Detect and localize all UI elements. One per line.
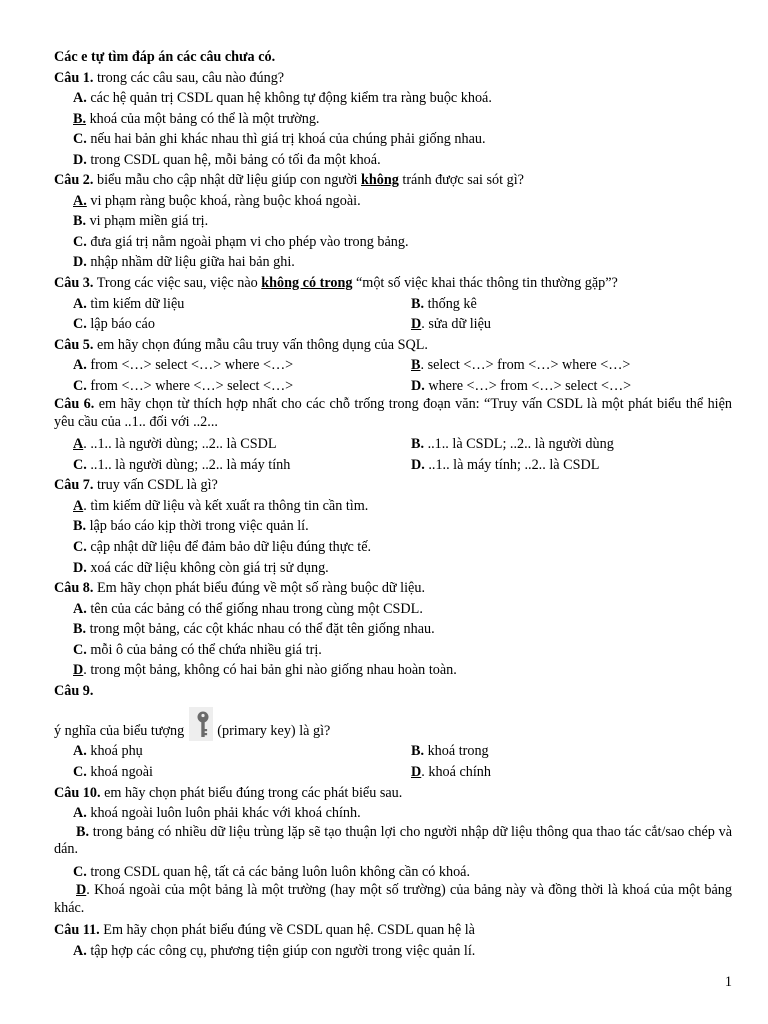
q7-option-c: C. cập nhật dữ liệu để đảm bảo dữ liệu đúng thực tế. xyxy=(73,539,372,556)
q6-option-c: C. ..1.. là người dùng; ..2.. là máy tính xyxy=(73,456,291,473)
q6-option-a: A. ..1.. là người dùng; ..2.. là CSDL xyxy=(73,436,277,453)
key-icon xyxy=(189,707,213,741)
q5-options-row-1 xyxy=(54,355,732,376)
q6-option-b: B. ..1.. là CSDL; ..2.. là người dùng xyxy=(411,436,614,453)
q3-options-row-2 xyxy=(54,314,732,335)
q1-option-b: B. khoá của một bảng có thể là một trường. xyxy=(73,110,320,127)
q5-option-a: A. from <…> select <…> where <…> xyxy=(73,357,294,374)
q9-option-b: B. khoá trong xyxy=(411,743,489,760)
question-9: Câu 9. xyxy=(54,682,94,699)
q9-options-row-1 xyxy=(54,741,732,762)
q2-option-c: C. đưa giá trị nằm ngoài phạm vi cho phép vào trong bảng. xyxy=(73,233,409,250)
instruction-heading: Các e tự tìm đáp án các câu chưa có. xyxy=(54,49,276,65)
document-body xyxy=(54,47,732,961)
q2-option-d: D. nhập nhầm dữ liệu giữa hai bản ghi. xyxy=(73,254,295,271)
question-9-text: ý nghĩa của biểu tượng (primary key) là gì? xyxy=(54,705,732,741)
q6-option-d: D. ..1.. là máy tính; ..2.. là CSDL xyxy=(411,456,600,473)
question-6: Câu 6. em hãy chọn từ thích hợp nhất cho các chỗ trống trong đoạn văn: “Truy vấn CSDL là một phát biểu thể hiện yêu cầu của ..1.. đối với ..2... xyxy=(54,396,733,430)
q2-option-a: A. vi phạm ràng buộc khoá, ràng buộc khoá ngoài. xyxy=(73,192,361,209)
q10-option-d: D. Khoá ngoài của một bảng là một trường (hay một số trường) của bảng này và đồng thời là khoá của một bảng khác. xyxy=(54,882,732,916)
q3-option-c: C. lập báo cáo xyxy=(73,316,155,333)
q7-option-d: D. xoá các dữ liệu không còn giá trị sử dụng. xyxy=(73,559,329,576)
q9-option-c: C. khoá ngoài xyxy=(73,763,153,780)
q9-option-a: A. khoá phụ xyxy=(73,743,143,760)
question-11: Câu 11. Em hãy chọn phát biểu đúng về CSDL quan hệ. CSDL quan hệ là xyxy=(54,922,475,939)
question-1: Câu 1. trong các câu sau, câu nào đúng? xyxy=(54,69,285,86)
q5-option-c: C. from <…> where <…> select <…> xyxy=(73,377,294,394)
question-2: Câu 2. biểu mẫu cho cập nhật dữ liệu giúp con người không tránh được sai sót gì? xyxy=(54,172,524,189)
q10-option-c: C. trong CSDL quan hệ, tất cả các bảng luôn luôn không cần có khoá. xyxy=(73,863,471,880)
q3-options-row-1 xyxy=(54,294,732,315)
q2-option-b: B. vi phạm miền giá trị. xyxy=(73,213,209,230)
q5-option-d: D. where <…> from <…> select <…> xyxy=(411,377,632,394)
question-10: Câu 10. em hãy chọn phát biểu đúng trong các phát biểu sau. xyxy=(54,784,403,801)
q9-option-d: D. khoá chính xyxy=(411,763,491,780)
q6-options-row-2 xyxy=(54,455,732,476)
q5-option-b: B. select <…> from <…> where <…> xyxy=(411,357,631,374)
q3-option-d: D. sửa dữ liệu xyxy=(411,316,492,333)
q8-option-d: D. trong một bảng, không có hai bản ghi nào giống nhau hoàn toàn. xyxy=(73,662,457,679)
q3-option-a: A. tìm kiếm dữ liệu xyxy=(73,295,185,312)
question-5: Câu 5. em hãy chọn đúng mẫu câu truy vấn thông dụng của SQL. xyxy=(54,336,428,353)
q7-option-b: B. lập báo cáo kịp thời trong việc quản lí. xyxy=(73,518,309,535)
q10-option-b: B. trong bảng có nhiều dữ liệu trùng lặp sẽ tạo thuận lợi cho người nhập dữ liệu thông qua thao tác cắt/sao chép và dán. xyxy=(54,823,732,858)
q8-option-a: A. tên của các bảng có thể giống nhau trong cùng một CSDL. xyxy=(73,600,423,617)
q1-option-d: D. trong CSDL quan hệ, mỗi bảng có tối đa một khoá. xyxy=(73,151,381,168)
q6-options-row-1 xyxy=(54,434,732,455)
q3-option-b: B. thống kê xyxy=(411,295,477,312)
q5-options-row-2 xyxy=(54,376,732,397)
q9-options-row-2 xyxy=(54,762,732,783)
q1-option-a: A. các hệ quản trị CSDL quan hệ không tự động kiểm tra ràng buộc khoá. xyxy=(73,90,492,107)
q8-option-b: B. trong một bảng, các cột khác nhau có thể đặt tên giống nhau. xyxy=(73,621,435,638)
q7-option-a: A. tìm kiếm dữ liệu và kết xuất ra thông tin cần tìm. xyxy=(73,497,369,514)
q8-option-c: C. mỗi ô của bảng có thể chứa nhiều giá trị. xyxy=(73,641,322,658)
question-3: Câu 3. Trong các việc sau, việc nào không có trong “một số việc khai thác thông tin thường gặp”? xyxy=(54,275,618,292)
page-number: 1 xyxy=(724,974,732,990)
question-8: Câu 8. Em hãy chọn phát biểu đúng về một số ràng buộc dữ liệu. xyxy=(54,580,425,597)
q11-option-a: A. tập hợp các công cụ, phương tiện giúp con người trong việc quản lí. xyxy=(73,942,476,959)
q10-option-a: A. khoá ngoài luôn luôn phải khác với khoá chính. xyxy=(73,805,361,822)
question-7: Câu 7. truy vấn CSDL là gì? xyxy=(54,477,218,494)
q1-option-c: C. nếu hai bản ghi khác nhau thì giá trị khoá của chúng phải giống nhau. xyxy=(73,131,486,148)
